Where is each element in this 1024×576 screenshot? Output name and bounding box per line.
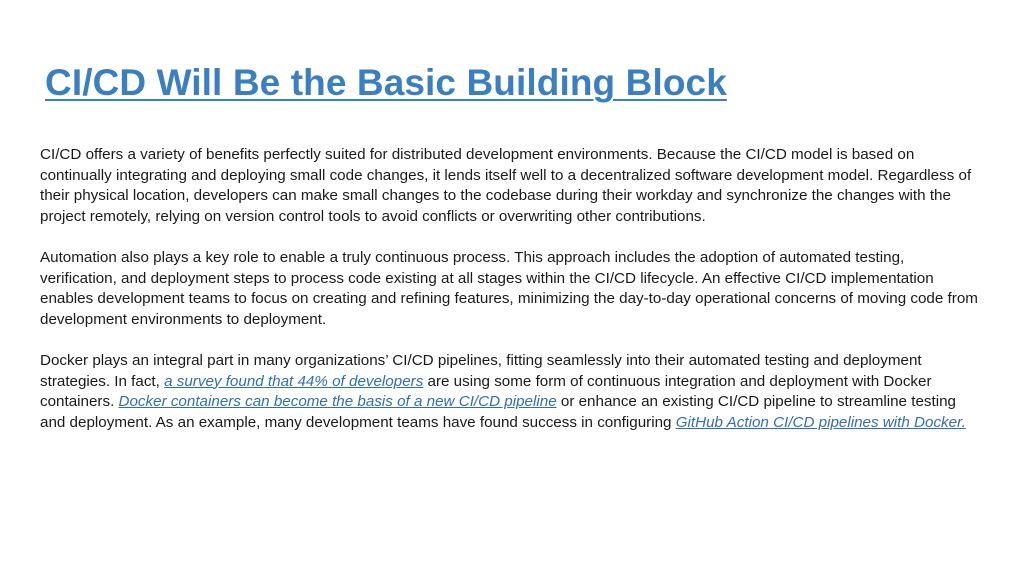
paragraph-docker-text-1: Docker plays an integral part in many organizations’ CI/CD pipelines, fitting seamlessly into their automated testing and deployment strategies. In fact, xyxy=(40,351,922,390)
paragraph-automation: Automation also plays a key role to enable a truly continuous process. This approach includes the adoption of automated testing, verification, and deployment steps to process code existing at all stages within the CI/CD lifecycle. An effective CI/CD implementation enables development teams to focus on creating and refining features, minimizing the day-to-day operational concerns of moving code from development environments to deployment. xyxy=(40,248,978,328)
github-action-link[interactable]: GitHub Action CI/CD pipelines with Docker. xyxy=(675,413,966,431)
survey-link[interactable]: a survey found that 44% of developers xyxy=(164,372,424,390)
paragraph-docker-text-2: are using some form of continuous integration and deployment with Docker containers. xyxy=(40,372,932,411)
paragraph-docker-text-3: or enhance an existing CI/CD pipeline to streamline testing and deployment. As an example, many development teams have found success in configuring xyxy=(40,393,956,431)
slide-title: CI/CD Will Be the Basic Building Block xyxy=(45,62,727,103)
docker-ci-cd-pipeline-link[interactable]: Docker containers can become the basis of a new CI/CD pipeline xyxy=(118,393,557,411)
paragraph-ci-cd-benefits: CI/CD offers a variety of benefits perfectly suited for distributed development environments. Because the CI/CD model is based on continually integrating and deploying small code changes, it lends itself well to a decentralized software development model. Regardless of their physical location, developers can make small changes to the codebase during their workday and synchronize the changes with the project remotely, relying on version control tools to avoid conflicts or overwriting other contributions. xyxy=(40,146,972,225)
paragraph-docker xyxy=(40,351,980,433)
slide-body xyxy=(40,145,980,454)
